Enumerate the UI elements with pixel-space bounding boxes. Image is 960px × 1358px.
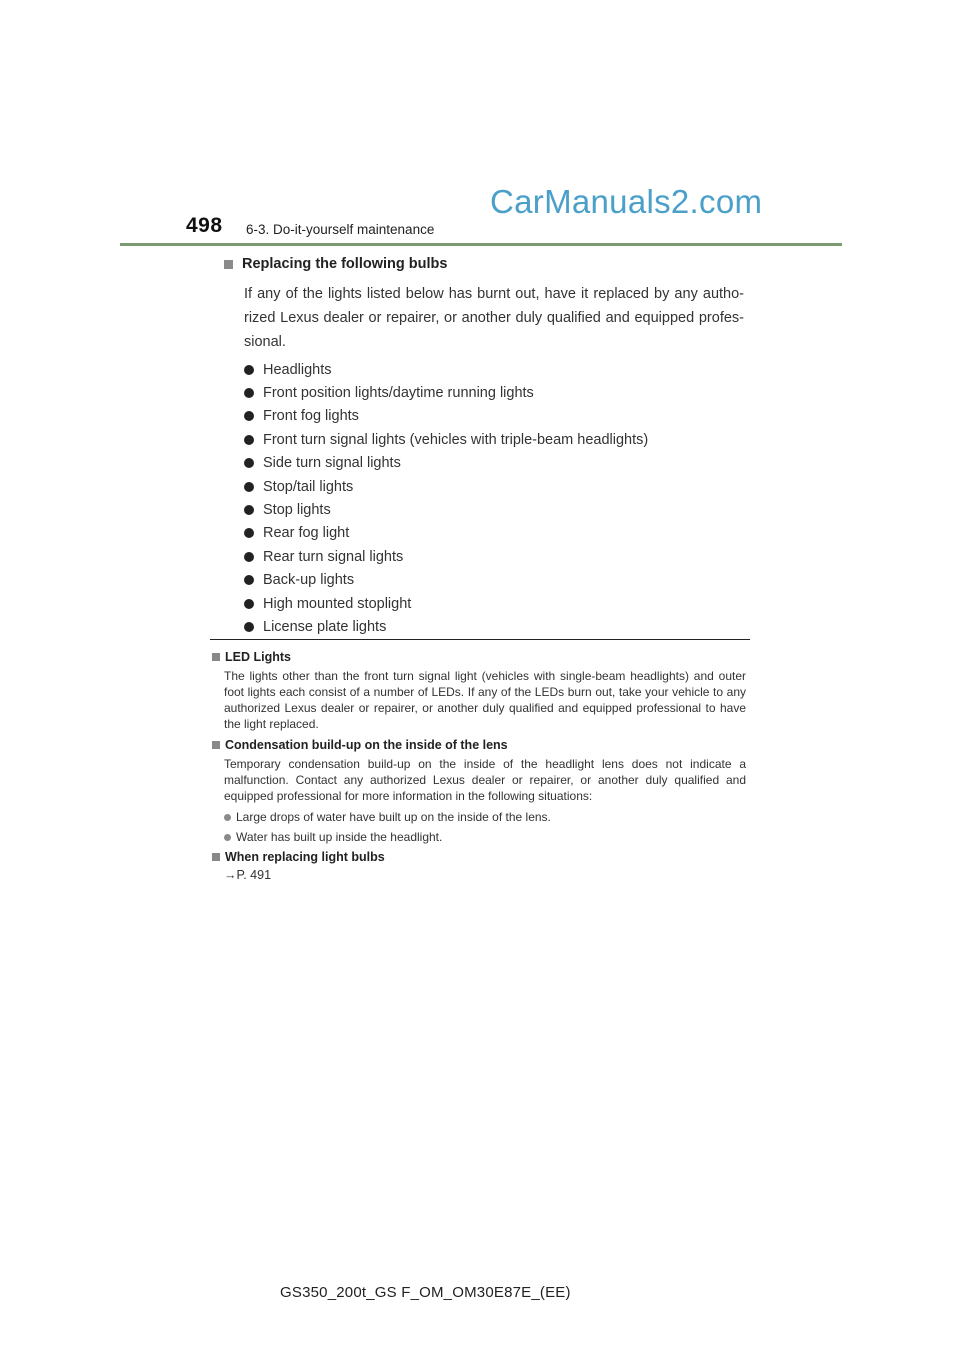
intro-paragraph: If any of the lights listed below has burnt out, have it replaced by any autho-rized Lexus dealer or repairer, or another duly qualified and equipped profes-sional. [244, 286, 744, 350]
note-replacing [212, 850, 746, 882]
section-heading [224, 256, 754, 272]
bullet-dot-icon [244, 505, 254, 515]
list-item: Headlights [244, 358, 754, 381]
bullet-dot-icon [244, 435, 254, 445]
page-reference-link[interactable]: →P. 491 [224, 868, 272, 882]
bullet-dot-icon [244, 458, 254, 468]
square-bullet-icon [212, 741, 220, 749]
footer-code: GS350_200t_GS F_OM_OM30E87E_(EE) [280, 1284, 571, 1301]
bullet-dot-icon [244, 575, 254, 585]
note-heading: Condensation build-up on the inside of the lens [212, 738, 746, 752]
bulb-list [244, 358, 754, 639]
notes-section [212, 650, 746, 888]
square-bullet-icon [212, 853, 220, 861]
heading-text: Replacing the following bulbs [242, 256, 448, 272]
bullet-dot-icon [244, 411, 254, 421]
list-item: Large drops of water have built up on the inside of the lens. [224, 810, 746, 824]
list-item: Stop lights [244, 498, 754, 521]
bullet-dot-icon [244, 388, 254, 398]
header-rule [120, 243, 842, 246]
square-bullet-icon [224, 260, 233, 269]
bullet-dot-icon [224, 834, 231, 841]
list-item: Front turn signal lights (vehicles with triple-beam headlights) [244, 428, 754, 451]
bullet-dot-icon [244, 365, 254, 375]
bullet-dot-icon [244, 552, 254, 562]
list-item: Stop/tail lights [244, 475, 754, 498]
list-item: Rear turn signal lights [244, 545, 754, 568]
note-heading: When replacing light bulbs [212, 850, 746, 864]
note-text: The lights other than the front turn signal light (vehicles with single-beam headlights) and outer foot lights each consist of a number of LEDs. If any of the LEDs burn out, take your vehicle to any authorized Lexus dealer or repairer, or another duly qualified and equipped professional to have the light replaced. [224, 669, 746, 731]
watermark-logo: CarManuals2.com [490, 183, 763, 220]
bullet-dot-icon [224, 814, 231, 821]
list-item: Front position lights/daytime running lights [244, 381, 754, 404]
list-item: Side turn signal lights [244, 452, 754, 475]
bullet-dot-icon [244, 482, 254, 492]
list-item: Rear fog light [244, 522, 754, 545]
bullet-dot-icon [244, 528, 254, 538]
note-condensation [212, 738, 746, 844]
bullet-dot-icon [244, 599, 254, 609]
square-bullet-icon [212, 653, 220, 661]
note-heading: LED Lights [212, 650, 746, 664]
note-led [212, 650, 746, 732]
note-text: Temporary condensation build-up on the inside of the headlight lens does not indicate a malfunction. Contact any authorized Lexus dealer or repairer, or another duly qualified and equipped professional for more information in the following situations: [224, 757, 746, 803]
section-title: 6-3. Do-it-yourself maintenance [246, 222, 435, 237]
list-item: Front fog lights [244, 405, 754, 428]
bullet-dot-icon [244, 622, 254, 632]
list-item: Back-up lights [244, 569, 754, 592]
page-number: 498 [186, 214, 223, 237]
list-item: License plate lights [244, 615, 754, 638]
list-item: Water has built up inside the headlight. [224, 830, 746, 844]
list-item: High mounted stoplight [244, 592, 754, 615]
main-content [224, 256, 754, 639]
notes-divider [210, 639, 750, 640]
